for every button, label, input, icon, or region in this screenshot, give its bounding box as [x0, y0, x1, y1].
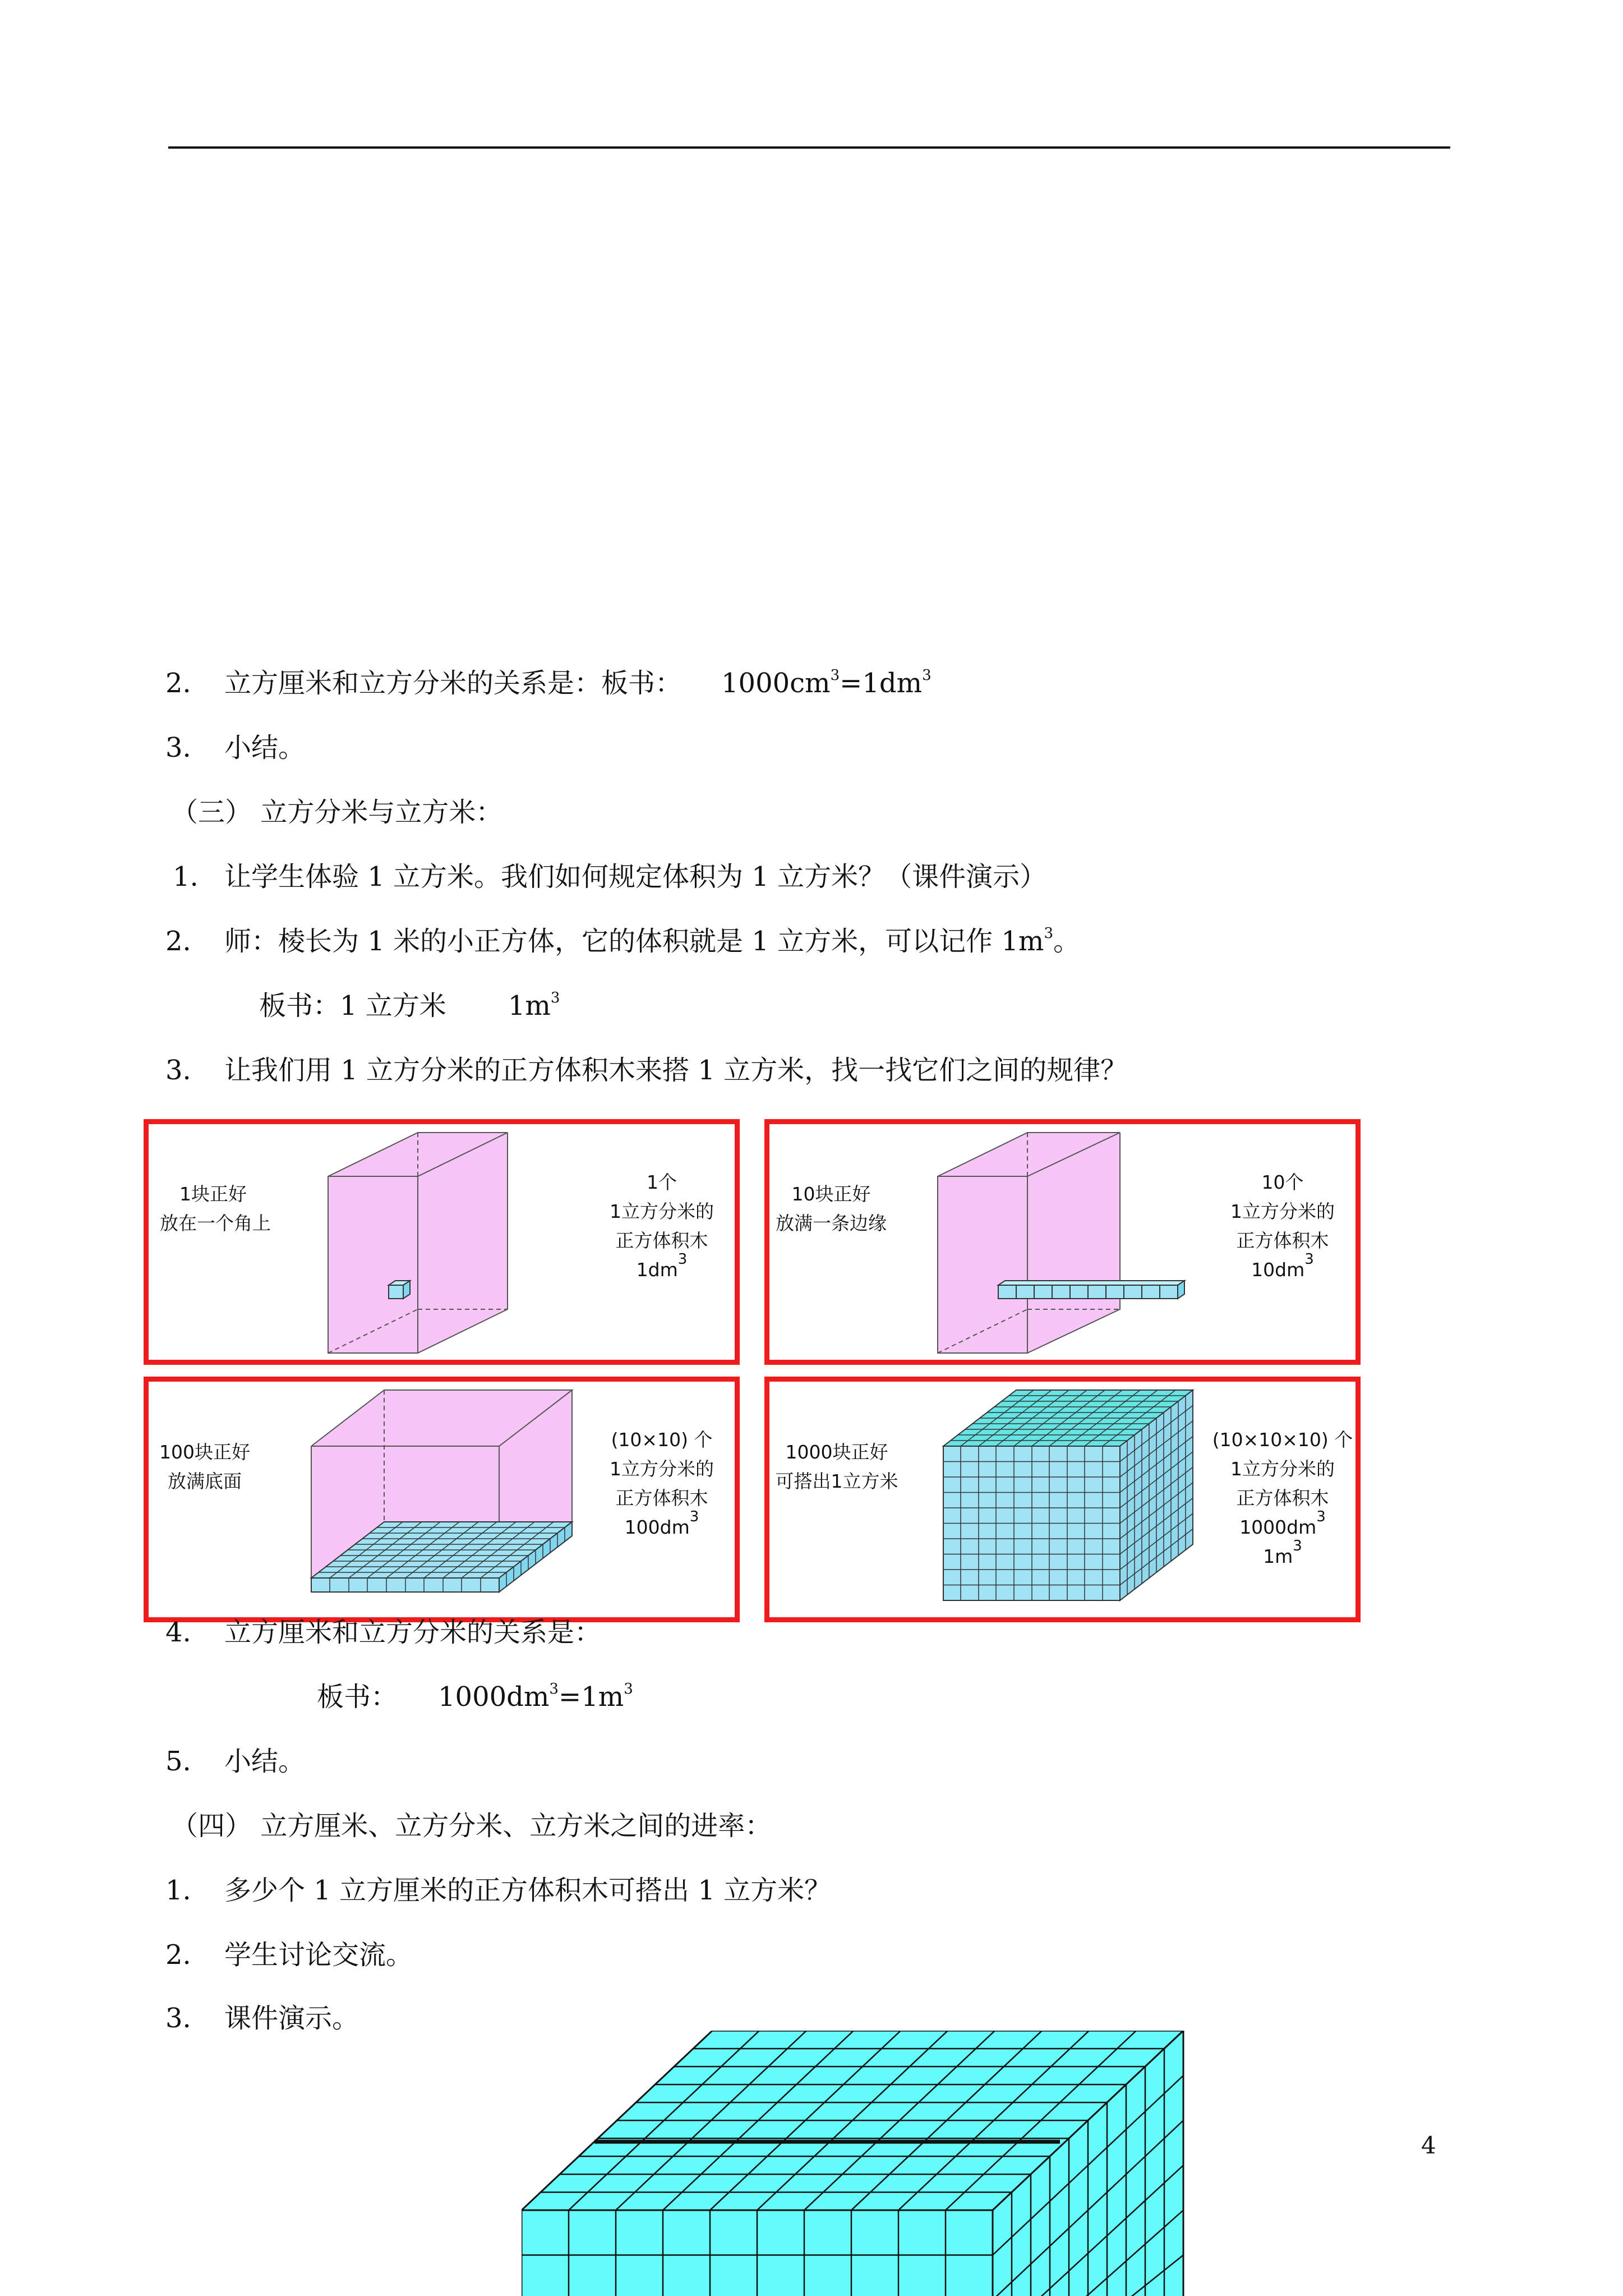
header-rule [168, 146, 1450, 149]
s4-item-1: 1. 多少个 1 立方厘米的正方体积木可搭出 1 立方米？ [165, 1875, 832, 1906]
panel-left-label: 1块正好 放在一个角上 [160, 1183, 271, 1234]
s3-item-5: 5. 小结。 [165, 1746, 306, 1777]
panel-ten-cubes [764, 1119, 1361, 1365]
item-2 [165, 666, 932, 700]
panel-thousand-cubes [764, 1377, 1361, 1622]
section-3-heading: （三） 立方分米与立方米： [171, 797, 503, 828]
panel-right-label: (10×10×10) 个 1立方分米的 正方体积木 $1000dm^3$ $1m^3$ [1212, 1429, 1353, 1567]
row-of-cubes [998, 1281, 1184, 1299]
board-note-1: 板书：1 立方米 $1m^3$ [259, 990, 560, 1022]
panel-one-cube [144, 1119, 740, 1365]
panel-left-label: 1000块正好 可搭出1立方米 [775, 1441, 898, 1492]
board-note-2: 板书： $1000dm^3=1m^3$ [317, 1681, 633, 1713]
small-cube [389, 1281, 410, 1299]
panel-left-label: 10块正好 放满一条边缘 [776, 1183, 887, 1234]
item-number: 2. [165, 668, 191, 699]
section-4-heading: （四） 立方厘米、立方分米、立方米之间的进率： [171, 1810, 772, 1842]
panel-left-label: 100块正好 放满底面 [159, 1441, 250, 1492]
s3-item-4: 4. 立方厘米和立方分米的关系是： [165, 1617, 602, 1648]
s3-item-3: 3. 让我们用 1 立方分米的正方体积木来搭 1 立方米，找一找它们之间的规律？ [165, 1055, 1128, 1086]
s3-item-1: 1. 让学生体验 1 立方米。我们如何规定体积为 1 立方米？（课件演示） [173, 861, 1047, 892]
s4-item-2: 2. 学生讨论交流。 [165, 1939, 413, 1971]
item-3: 3. 小结。 [165, 732, 306, 763]
panel-right-label: 1个 1立方分米的 正方体积木 $1dm^3$ [610, 1171, 714, 1281]
panel-right-label: 10个 1立方分米的 正方体积木 $10dm^3$ [1230, 1171, 1335, 1281]
s3-item-2: 2. 师：棱长为 1 米的小正方体，它的体积就是 1 立方米，可以记作 $1m^3$。 [165, 925, 1080, 957]
panel-hundred-cubes [144, 1377, 740, 1622]
formula: $1000cm^3=1dm^3$ [721, 667, 932, 699]
s4-item-3: 3. 课件演示。 [165, 2003, 359, 2034]
item-text: 立方厘米和立方分米的关系是：板书： [224, 668, 683, 699]
page-number: 4 [1421, 2132, 1436, 2159]
large-cube-illustration [522, 2031, 1206, 2296]
panel-right-label: (10×10) 个 1立方分米的 正方体积木 $100dm^3$ [610, 1429, 714, 1538]
